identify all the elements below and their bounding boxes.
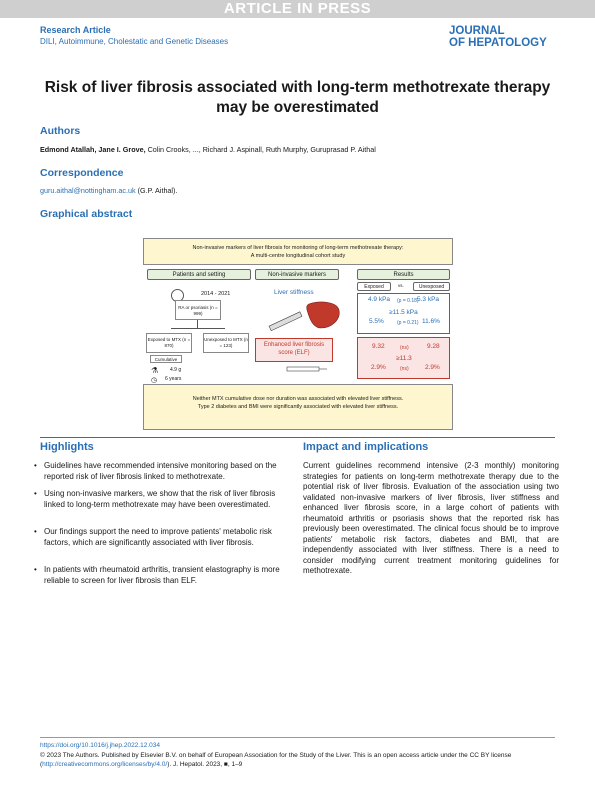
impact-text: Current guidelines recommend intensive (2-3 monthly) monitoring strategies for patients on long-term methotrexate therapy due to the potential risk of liver fibrosis. Evaluation of the association using two validated non-invasive markers of liver fibrosis, liver stiffness and enhanced liver fibrosis score, in a large cohort of patients with rheumatoid arthritis or psoriasis shows that the reported risk has previously been overestimated. The clinical focus should be to improve patients' metabolic risk factors, diabetes and BMI, that are independently associated with liver stiffness. There is a need to consider modifying current treatment monitoring guidelines for methotrexate. [303, 461, 559, 575]
highlights-heading: Highlights [40, 441, 94, 453]
footer-divider [40, 737, 555, 738]
doi-link[interactable]: https://doi.org/10.1016/j.jhep.2022.12.034 [40, 742, 160, 749]
paper-title: Risk of liver fibrosis associated with long-term methotrexate therapy may be overestimated [44, 79, 551, 116]
highlight-item: • Using non-invasive markers, we show that the risk of liver fibrosis linked to long-term methotrexate may have been overestimated. [44, 489, 294, 510]
ga-vs: vs. [398, 283, 404, 288]
authors-heading: Authors [40, 125, 81, 137]
ga-duration: 6 years [165, 376, 182, 382]
ga-ls-p2: (p = 0.21) [397, 320, 419, 326]
ga-bottom-line1: Neither MTX cumulative dose nor duration was associated with elevated liver stiffness. [192, 396, 404, 402]
highlight-item: • Guidelines have recommended intensive monitoring based on the reported risk of liver fibrosis linked to methotrexate. [44, 461, 294, 482]
ga-elf-threshold: ≥11.3 [396, 355, 412, 362]
ga-bottom-line2: Type 2 diabetes and BMI were significantly associated with elevated liver stiffness. [197, 404, 399, 410]
graphical-abstract-heading: Graphical abstract [40, 208, 133, 220]
ga-elf-box: Enhanced liver fibrosis score (ELF) [255, 338, 333, 362]
ga-ls-pct-exp: 5.5% [369, 318, 384, 325]
ga-bottom-box [143, 384, 453, 430]
ga-liver-stiffness: Liver stiffness [274, 289, 314, 296]
pill-icon: ⚗ [151, 366, 159, 375]
impact-heading: Impact and implications [303, 441, 429, 453]
ga-elf-pct-exp: 2.9% [371, 364, 386, 371]
journal-logo-line1: JOURNAL [449, 25, 505, 37]
journal-logo [449, 25, 547, 49]
ga-years: 2014 - 2021 [201, 291, 231, 297]
correspondence-line [40, 186, 177, 195]
authors-others: Colin Crooks, ..., Richard J. Aspinall, Ruth Murphy, Guruprasad P. Aithal [145, 145, 376, 154]
ga-unexposed-box: Unexposed to MTX (n = 123) [203, 333, 249, 353]
ga-elf-ns2: (ns) [400, 366, 409, 372]
ga-top-box [143, 238, 453, 265]
highlight-item: • Our findings support the need to improve patients' metabolic risk factors, which are significantly associated with liver fibrosis. [44, 527, 294, 548]
ga-exposed-label: Exposed [357, 282, 391, 291]
article-in-press-banner: ARTICLE IN PRESS [0, 0, 595, 18]
journal-logo-line2: OF HEPATOLOGY [449, 37, 547, 49]
ga-dose: 4.9 g [170, 367, 182, 373]
clock-icon: ◷ [151, 377, 158, 384]
citation: ). J. Hepatol. 2023, ■, 1–9 [167, 761, 243, 768]
ga-elf-pct-unexp: 2.9% [425, 364, 440, 371]
copyright-line: © 2023 The Authors. Published by Elsevier B.V. on behalf of European Association for the Study of the Liver. This is an open access article under the CC BY license [40, 752, 512, 759]
article-category: DILI, Autoimmune, Cholestatic and Genetic Diseases [40, 37, 229, 46]
liver-elastography-icon [263, 298, 343, 336]
authors-list [40, 145, 376, 154]
authors-primary: Edmond Atallah, Jane I. Grove, [40, 145, 146, 154]
correspondence-heading: Correspondence [40, 167, 124, 179]
ga-top-line2: A multi-centre longitudinal cohort study [250, 253, 346, 259]
ga-elf-exp: 9.32 [372, 343, 385, 350]
ga-elf-unexp: 9.28 [427, 343, 440, 350]
ga-ls-p: (p = 0.18) [397, 298, 419, 304]
correspondence-name: (G.P. Aithal). [135, 186, 178, 195]
ga-elf-ns: (ns) [400, 345, 409, 351]
ga-col-patients: Patients and setting [147, 269, 251, 280]
article-type: Research Article [40, 25, 111, 35]
ga-ls-unexp: 5.3 kPa [417, 296, 440, 303]
license-line: (http://creativecommons.org/licenses/by/4.0/). J. Hepatol. 2023, ■, 1–9 [40, 761, 243, 768]
ga-branch-line [171, 328, 225, 329]
ga-exposed-box: Exposed to MTX (n = 870) [146, 333, 192, 353]
ga-col-markers: Non-invasive markers [255, 269, 339, 280]
ga-ra-box: RA or psoriasis (n = 999) [175, 300, 221, 320]
syringe-icon [283, 363, 329, 375]
ga-unexposed-label: Unexposed [413, 282, 450, 291]
ga-cumulative-label: Cumulative [150, 355, 182, 363]
license-link[interactable]: http://creativecommons.org/licenses/by/4.0/ [42, 761, 168, 768]
ga-ls-threshold: ≥11.5 kPa [389, 309, 418, 316]
ga-ls-pct-unexp: 11.6% [422, 318, 440, 325]
ga-ls-exp: 4.9 kPa [368, 296, 391, 303]
ga-split-line [197, 320, 198, 328]
ga-top-line1: Non-invasive markers of liver fibrosis for monitoring of long-term methotrexate therapy: [192, 245, 404, 251]
section-divider [40, 437, 555, 438]
correspondence-email-link[interactable]: guru.aithal@nottingham.ac.uk [40, 186, 136, 195]
highlight-item: • In patients with rheumatoid arthritis, transient elastography is more reliable to screen for liver fibrosis than ELF. [44, 565, 294, 586]
ga-col-results: Results [357, 269, 450, 280]
graphical-abstract [143, 238, 453, 430]
